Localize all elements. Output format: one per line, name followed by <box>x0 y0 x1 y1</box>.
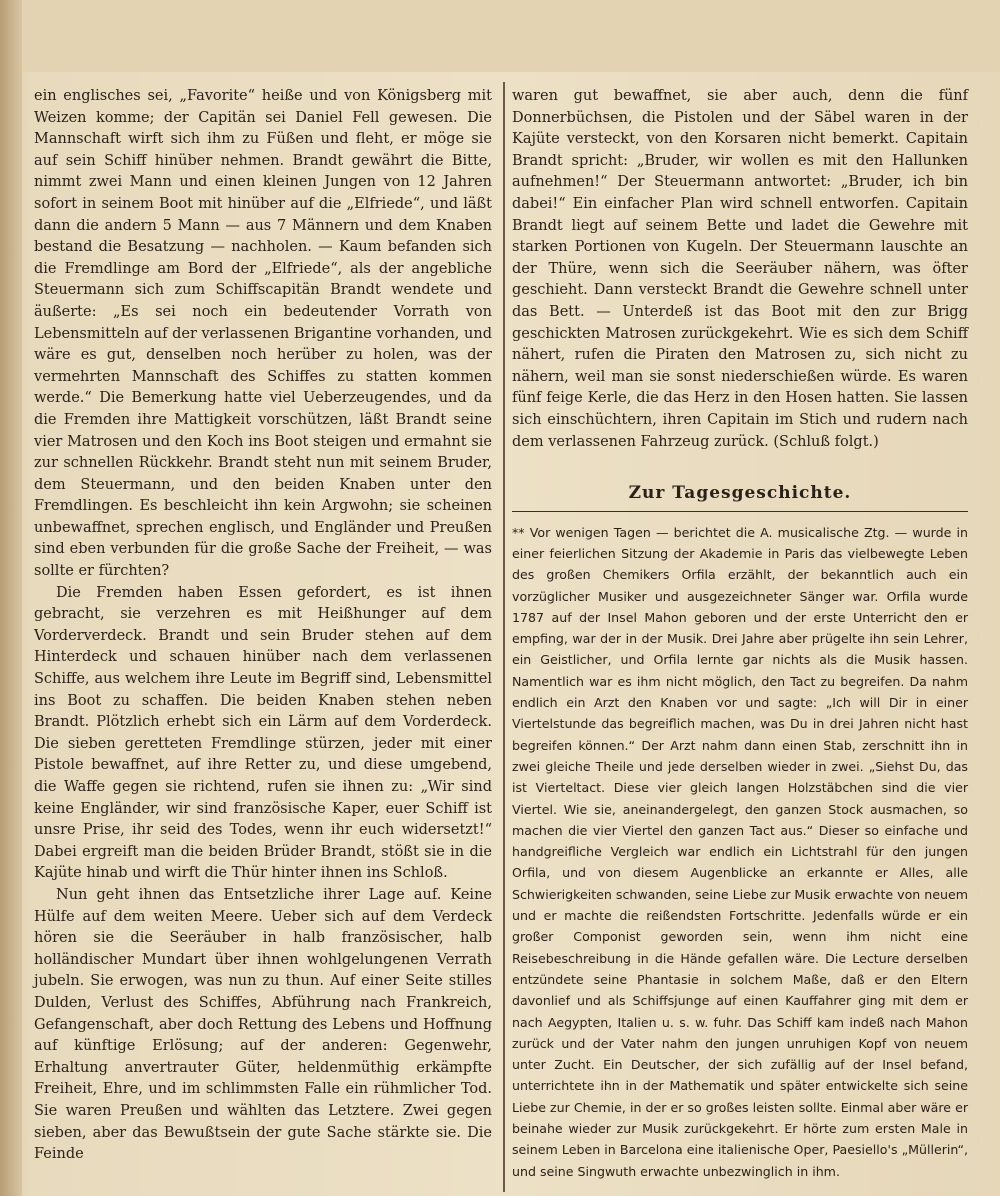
section-title: Zur Tagesgeschichte. <box>628 483 852 504</box>
section-title-rule <box>512 511 968 512</box>
left-column <box>34 86 492 1166</box>
right-column <box>512 86 968 1182</box>
news-item: ** Vor wenigen Tagen — berichtet die A. musicalische Ztg. — wurde in einer feierlichen Sitzung der Akademie in Paris das vielbewegte Leben des großen Chemikers Orfila erzählt, der bekanntlich auch ein vorzüglicher Musiker und ausgezeichneter Sänger war. Orfila wurde 1787 auf der Insel Mahon geboren und der erste Unterricht den er empfing, war der in der Musik. Drei Jahre aber prügelte ihn sein Lehrer, ein Geistlicher, und Orfila lernte gar nichts als die Musik hassen. Namentlich war es ihm nicht möglich, den Tact zu begreifen. Da nahm endlich ein Arzt den Knaben vor und sagte: „Ich will Dir in einer Viertelstunde das begreiflich machen, was Du in drei Jahren nicht hast begreifen können.“ Der Arzt nahm dann einen Stab, zerschnitt ihn in zwei gleiche Theile und jede derselben wieder in zwei. „Siehst Du, das ist Vierteltact. Diese vier gleich langen Holzstäbchen sind die vier Viertel. Wie sie, aneinandergelegt, den ganzen Stock ausmachen, so machen die vier Viertel den ganzen Tact aus.“ Dieser so einfache und handgreifliche Vergleich war endlich ein Lichtstrahl für den jungen Orfila, und von diesem Augenblicke an erkannte er Alles, alle Schwierigkeiten schwanden, seine Liebe zur Musik erwachte von neuem und er machte die reißendsten Fortschritte. Jedenfalls würde er ein großer Componist geworden sein, wenn ihm nicht eine Reisebeschreibung in die Hände gefallen wäre. Die Lecture derselben entzündete seine Phantasie in solchem Maße, daß er den Eltern davonlief und als Schiffsjunge auf einen Kauffahrer ging mit dem er nach Aegypten, Italien u. s. w. fuhr. Das Schiff kam indeß nach Mahon zurück und der Vater nahm den jungen unruhigen Kopf von neuem unter Zucht. Ein Deutscher, der sich zufällig auf der Insel befand, unterrichtete ihn in der Mathematik und später entwickelte sich seine Liebe zur Chemie, in der er so großes leisten sollte. Einmal aber wäre er beinahe wieder zur Musik zurückgekehrt. Er hörte zum ersten Male in seinem Leben in Barcelona eine italienische Oper, Paesiello's „Müllerin“, und seine Singwuth erwachte unbezwinglich in ihm. <box>512 524 969 1179</box>
left-paragraph-3: Nun geht ihnen das Entsetzliche ihrer Lage auf. Keine Hülfe auf dem weiten Meere. Ueber sich auf dem Verdeck hören sie die Seeräuber in halb französischer, halb holländischer Mundart über ihnen wohlgelungenen Verrath jubeln. Sie erwogen, was nun zu thun. Auf einer Seite stilles Dulden, Verlust des Schiffes, Abführung nach Frankreich, Gefangenschaft, aber doch Rettung des Lebens und Hoffnung auf künftige Erlösung; auf der anderen: Gegenwehr, Erhaltung anvertrauter Güter, heldenmüthig erkämpfte Freiheit, Ehre, und im schlimmsten Falle ein rühmlicher Tod. Sie waren Preußen und wählten das Letztere. Zwei gegen sieben, aber das Bewußtsein der gute Sache stärkte sie. Die Feinde <box>34 886 492 1163</box>
page-top-margin <box>22 0 1000 72</box>
left-paragraph-1: ein englisches sei, „Favorite“ heiße und von Königsberg mit Weizen komme; der Capitän sei Daniel Fell gewesen. Die Mannschaft wirft sich ihm zu Füßen und fleht, er möge sie auf sein Schiff hinüber nehmen. Brandt gewährt die Bitte, nimmt zwei Mann und einen kleinen Jungen von 12 Jahren sofort in seinem Boot mit hinüber auf die „Elfriede“, und läßt dann die andern 5 Mann — aus 7 Männern und dem Knaben bestand die Besatzung — nachholen. — Kaum befanden sich die Fremdlinge am Bord der „Elfriede“, als der angebliche Steuermann sich zum Schiffscapitän Brandt wendete und äußerte: „Es sei noch ein bedeutender Vorrath von Lebensmitteln auf der verlassenen Brigantine vorhanden, und wäre es gut, denselben noch herüber zu holen, was der vermehrten Mannschaft des Schiffes zu statten kommen werde.“ Die Bemerkung hatte viel Ueberzeugendes, und da die Fremden ihre Mattigkeit vorschützen, läßt Brandt seine vier Matrosen und den Koch ins Boot steigen und ermahnt sie zur schnellen Rückkehr. Brandt steht nun mit seinem Bruder, dem Steuermann, und den beiden Knaben unter den Fremdlingen. Es beschleicht ihn kein Argwohn; sie scheinen unbewaffnet, sprechen englisch, und Engländer und Preußen sind eben verbunden für die große Sache der Freiheit, — was sollte er fürchten? <box>34 88 492 580</box>
right-paragraph-1: waren gut bewaffnet, sie aber auch, denn die fünf Donnerbüchsen, die Pistolen und der Säbel waren in der Kajüte versteckt, von den Korsaren nicht bemerkt. Capitain Brandt spricht: „Bruder, wir wollen es mit den Hallunken aufnehmen!“ Der Steuermann antwortet: „Bruder, ich bin dabei!“ Ein einfacher Plan wird schnell entworfen. Capitain Brandt liegt auf seinem Bette und ladet die Gewehre mit starken Portionen von Kugeln. Der Steuermann lauschte an der Thüre, wenn sich die Seeräuber nähern, was öfter geschieht. Dann versteckt Brandt die Gewehre schnell unter das Bett. — Unterdeß ist das Boot mit den zur Brigg geschickten Matrosen zurückgekehrt. Wie es sich dem Schiff nähert, rufen die Piraten den Matrosen zu, sich nicht zu nähern, weil man sie sonst niederschießen würde. Es waren fünf feige Kerle, die das Herz in den Hosen hatten. Sie lassen sich einschüchtern, ihren Capitain im Stich und rudern nach dem verlassenen Fahrzeug zurück. (Schluß folgt.) <box>512 88 968 450</box>
left-paragraph-2: Die Fremden haben Essen gefordert, es ist ihnen gebracht, sie verzehren es mit Heißhunger auf dem Vorderverdeck. Brandt und sein Bruder stehen auf dem Hinterdeck und schauen hinüber nach dem verlassenen Schiffe, aus welchem ihre Leute im Begriff sind, Lebensmittel ins Boot zu schaffen. Die beiden Knaben stehen neben Brandt. Plötzlich erhebt sich ein Lärm auf dem Vorderdeck. Die sieben geretteten Fremdlinge stürzen, jeder mit einer Pistole bewaffnet, auf ihre Retter zu, und diese umgebend, die Waffe gegen sie richtend, rufen sie ihnen zu: „Wir sind keine Engländer, wir sind französische Kaper, euer Schiff ist unsre Prise, ihr seid des Todes, wenn ihr euch widersetzt!“ Dabei ergreift man die beiden Brüder Brandt, stößt sie in die Kajüte hinab und wirft die Thür hinter ihnen ins Schloß. <box>34 584 492 882</box>
page-left-edge <box>0 0 22 1196</box>
column-divider <box>503 82 505 1192</box>
